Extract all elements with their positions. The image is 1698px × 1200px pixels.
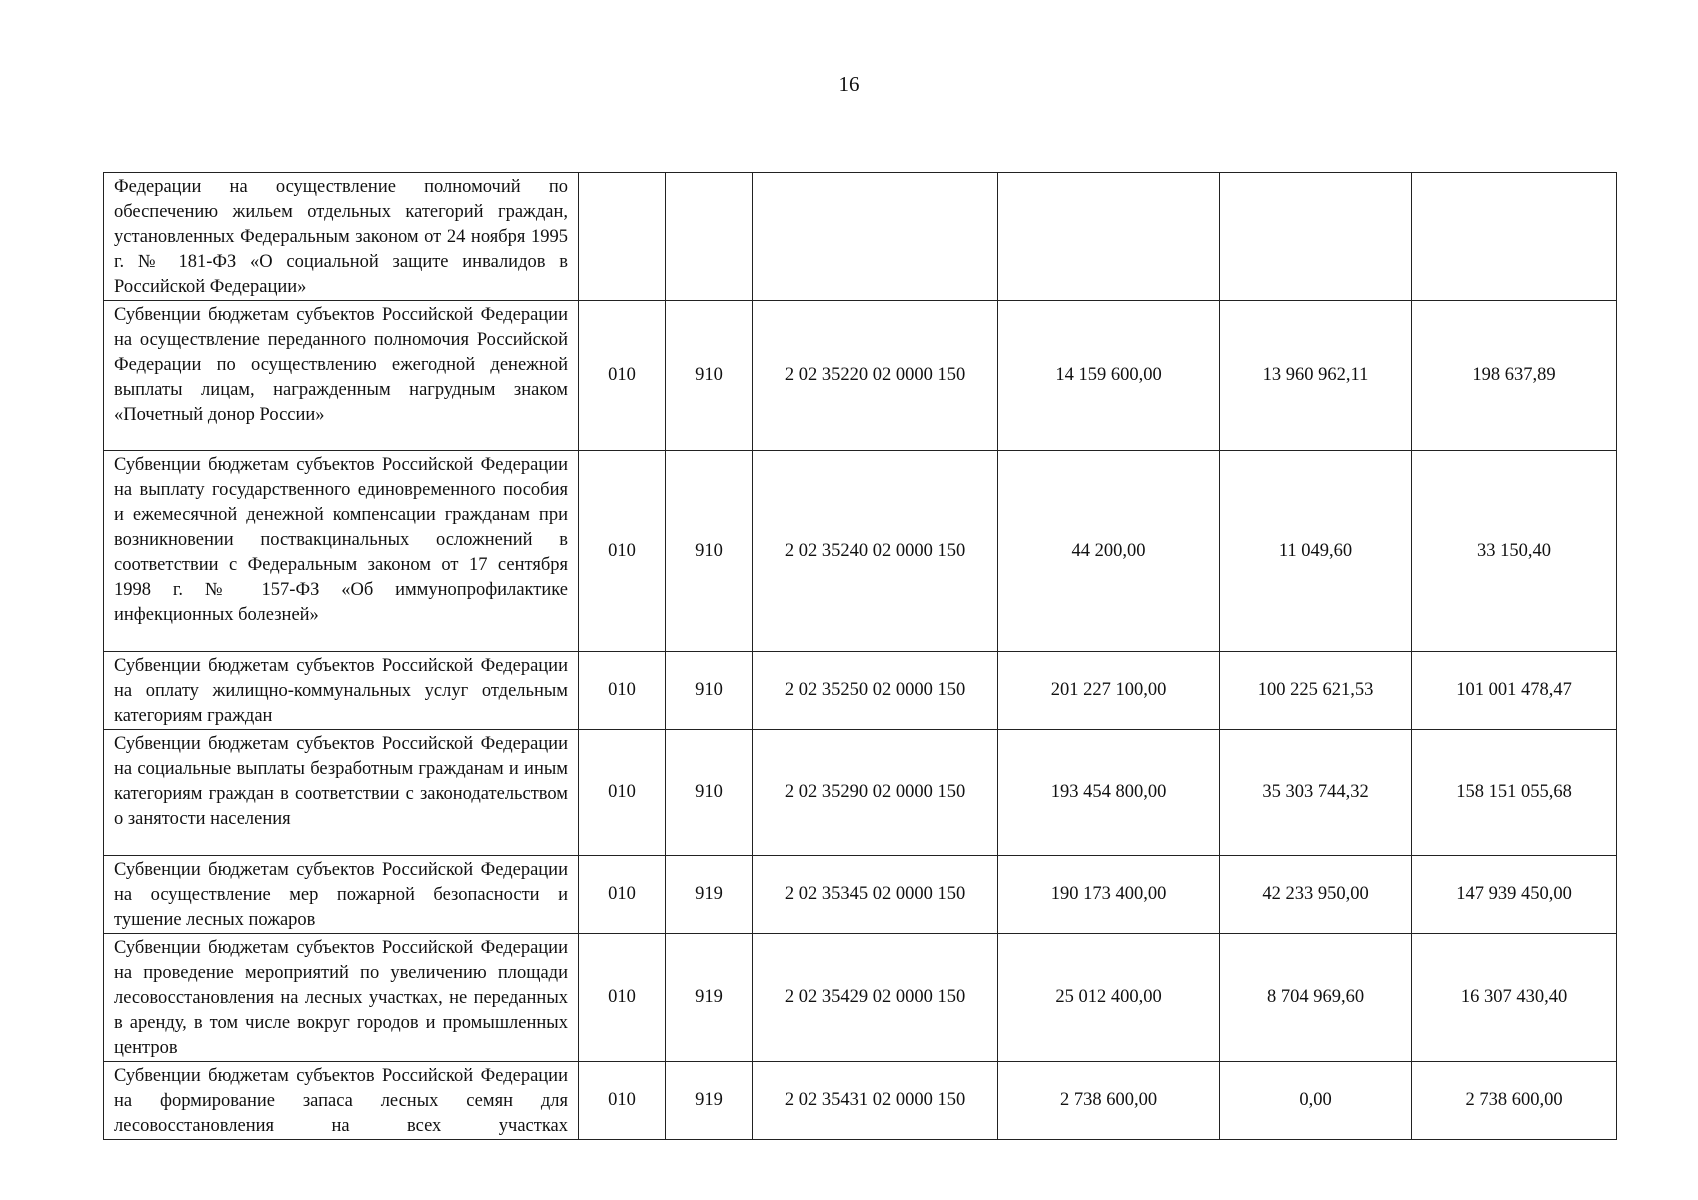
cell-code-1: 010 xyxy=(579,856,666,934)
cell-code-1: 010 xyxy=(579,301,666,451)
table-row xyxy=(104,730,1617,856)
cell-remainder: 33 150,40 xyxy=(1412,451,1617,652)
cell-code-1: 010 xyxy=(579,1062,666,1140)
table-row xyxy=(104,856,1617,934)
cell-budget-code: 2 02 35431 02 0000 150 xyxy=(753,1062,998,1140)
table-row xyxy=(104,934,1617,1062)
cell-remainder: 198 637,89 xyxy=(1412,301,1617,451)
row-description: Субвенции бюджетам субъектов Российской Федерации на проведение мероприятий по увеличению площади лесовосстановления на лесных участках, не переданных в аренду, в том числе вокруг городов и промышленных центров xyxy=(104,934,579,1062)
cell-remainder: 147 939 450,00 xyxy=(1412,856,1617,934)
cell-code-2: 910 xyxy=(666,652,753,730)
cell-code-2: 919 xyxy=(666,1062,753,1140)
cell-remainder: 101 001 478,47 xyxy=(1412,652,1617,730)
row-description: Субвенции бюджетам субъектов Российской Федерации на осуществление переданного полномочия Российской Федерации по осуществлению ежегодной денежной выплаты лицам, награжденным нагрудным знаком «Почетный донор России» xyxy=(104,301,579,451)
budget-table xyxy=(103,172,1617,1140)
cell-executed: 0,00 xyxy=(1220,1062,1412,1140)
cell-code-1: 010 xyxy=(579,652,666,730)
table-row xyxy=(104,451,1617,652)
cell-approved: 201 227 100,00 xyxy=(998,652,1220,730)
cell-code-2: 919 xyxy=(666,934,753,1062)
table-row xyxy=(104,301,1617,451)
cell-remainder: 2 738 600,00 xyxy=(1412,1062,1617,1140)
cell-executed: 8 704 969,60 xyxy=(1220,934,1412,1062)
cell-budget-code: 2 02 35240 02 0000 150 xyxy=(753,451,998,652)
row-description: Субвенции бюджетам субъектов Российской Федерации на оплату жилищно-коммунальных услуг отдельным категориям граждан xyxy=(104,652,579,730)
cell-executed: 11 049,60 xyxy=(1220,451,1412,652)
cell-budget-code: 2 02 35429 02 0000 150 xyxy=(753,934,998,1062)
cell-budget-code: 2 02 35290 02 0000 150 xyxy=(753,730,998,856)
cell-code-1: 010 xyxy=(579,934,666,1062)
cell-approved: 14 159 600,00 xyxy=(998,301,1220,451)
row-description: Субвенции бюджетам субъектов Российской Федерации на выплату государственного единовременного пособия и ежемесячной денежной компенсации гражданам при возникновении поствакцинальных осложнений в соответствии с Федеральным законом от 17 сентября 1998 г. № 157-ФЗ «Об иммунопрофилактике инфекционных болезней» xyxy=(104,451,579,652)
table-row xyxy=(104,173,1617,301)
cell-approved: 190 173 400,00 xyxy=(998,856,1220,934)
cell-code-1: 010 xyxy=(579,730,666,856)
cell-executed: 100 225 621,53 xyxy=(1220,652,1412,730)
cell-code-2: 910 xyxy=(666,451,753,652)
cell-executed xyxy=(1220,173,1412,301)
cell-approved: 44 200,00 xyxy=(998,451,1220,652)
cell-budget-code: 2 02 35345 02 0000 150 xyxy=(753,856,998,934)
cell-executed: 42 233 950,00 xyxy=(1220,856,1412,934)
table-row xyxy=(104,1062,1617,1140)
cell-remainder xyxy=(1412,173,1617,301)
cell-budget-code: 2 02 35250 02 0000 150 xyxy=(753,652,998,730)
cell-approved xyxy=(998,173,1220,301)
cell-executed: 13 960 962,11 xyxy=(1220,301,1412,451)
cell-code-2 xyxy=(666,173,753,301)
cell-remainder: 158 151 055,68 xyxy=(1412,730,1617,856)
cell-code-2: 910 xyxy=(666,730,753,856)
row-description: Субвенции бюджетам субъектов Российской Федерации на социальные выплаты безработным гражданам и иным категориям граждан в соответствии с законодательством о занятости населения xyxy=(104,730,579,856)
row-description: Субвенции бюджетам субъектов Российской Федерации на формирование запаса лесных семян для лесовосстановления на всех участках xyxy=(104,1062,579,1140)
row-description: Федерации на осуществление полномочий по обеспечению жильем отдельных категорий граждан, установленных Федеральным законом от 24 ноября 1995 г. № 181-ФЗ «О социальной защите инвалидов в Российской Федерации» xyxy=(104,173,579,301)
cell-code-1: 010 xyxy=(579,451,666,652)
cell-budget-code xyxy=(753,173,998,301)
cell-approved: 25 012 400,00 xyxy=(998,934,1220,1062)
page-number: 16 xyxy=(838,72,860,96)
cell-budget-code: 2 02 35220 02 0000 150 xyxy=(753,301,998,451)
cell-code-2: 919 xyxy=(666,856,753,934)
cell-approved: 2 738 600,00 xyxy=(998,1062,1220,1140)
cell-code-2: 910 xyxy=(666,301,753,451)
table-row xyxy=(104,652,1617,730)
row-description: Субвенции бюджетам субъектов Российской Федерации на осуществление мер пожарной безопасности и тушение лесных пожаров xyxy=(104,856,579,934)
cell-remainder: 16 307 430,40 xyxy=(1412,934,1617,1062)
cell-approved: 193 454 800,00 xyxy=(998,730,1220,856)
cell-executed: 35 303 744,32 xyxy=(1220,730,1412,856)
cell-code-1 xyxy=(579,173,666,301)
